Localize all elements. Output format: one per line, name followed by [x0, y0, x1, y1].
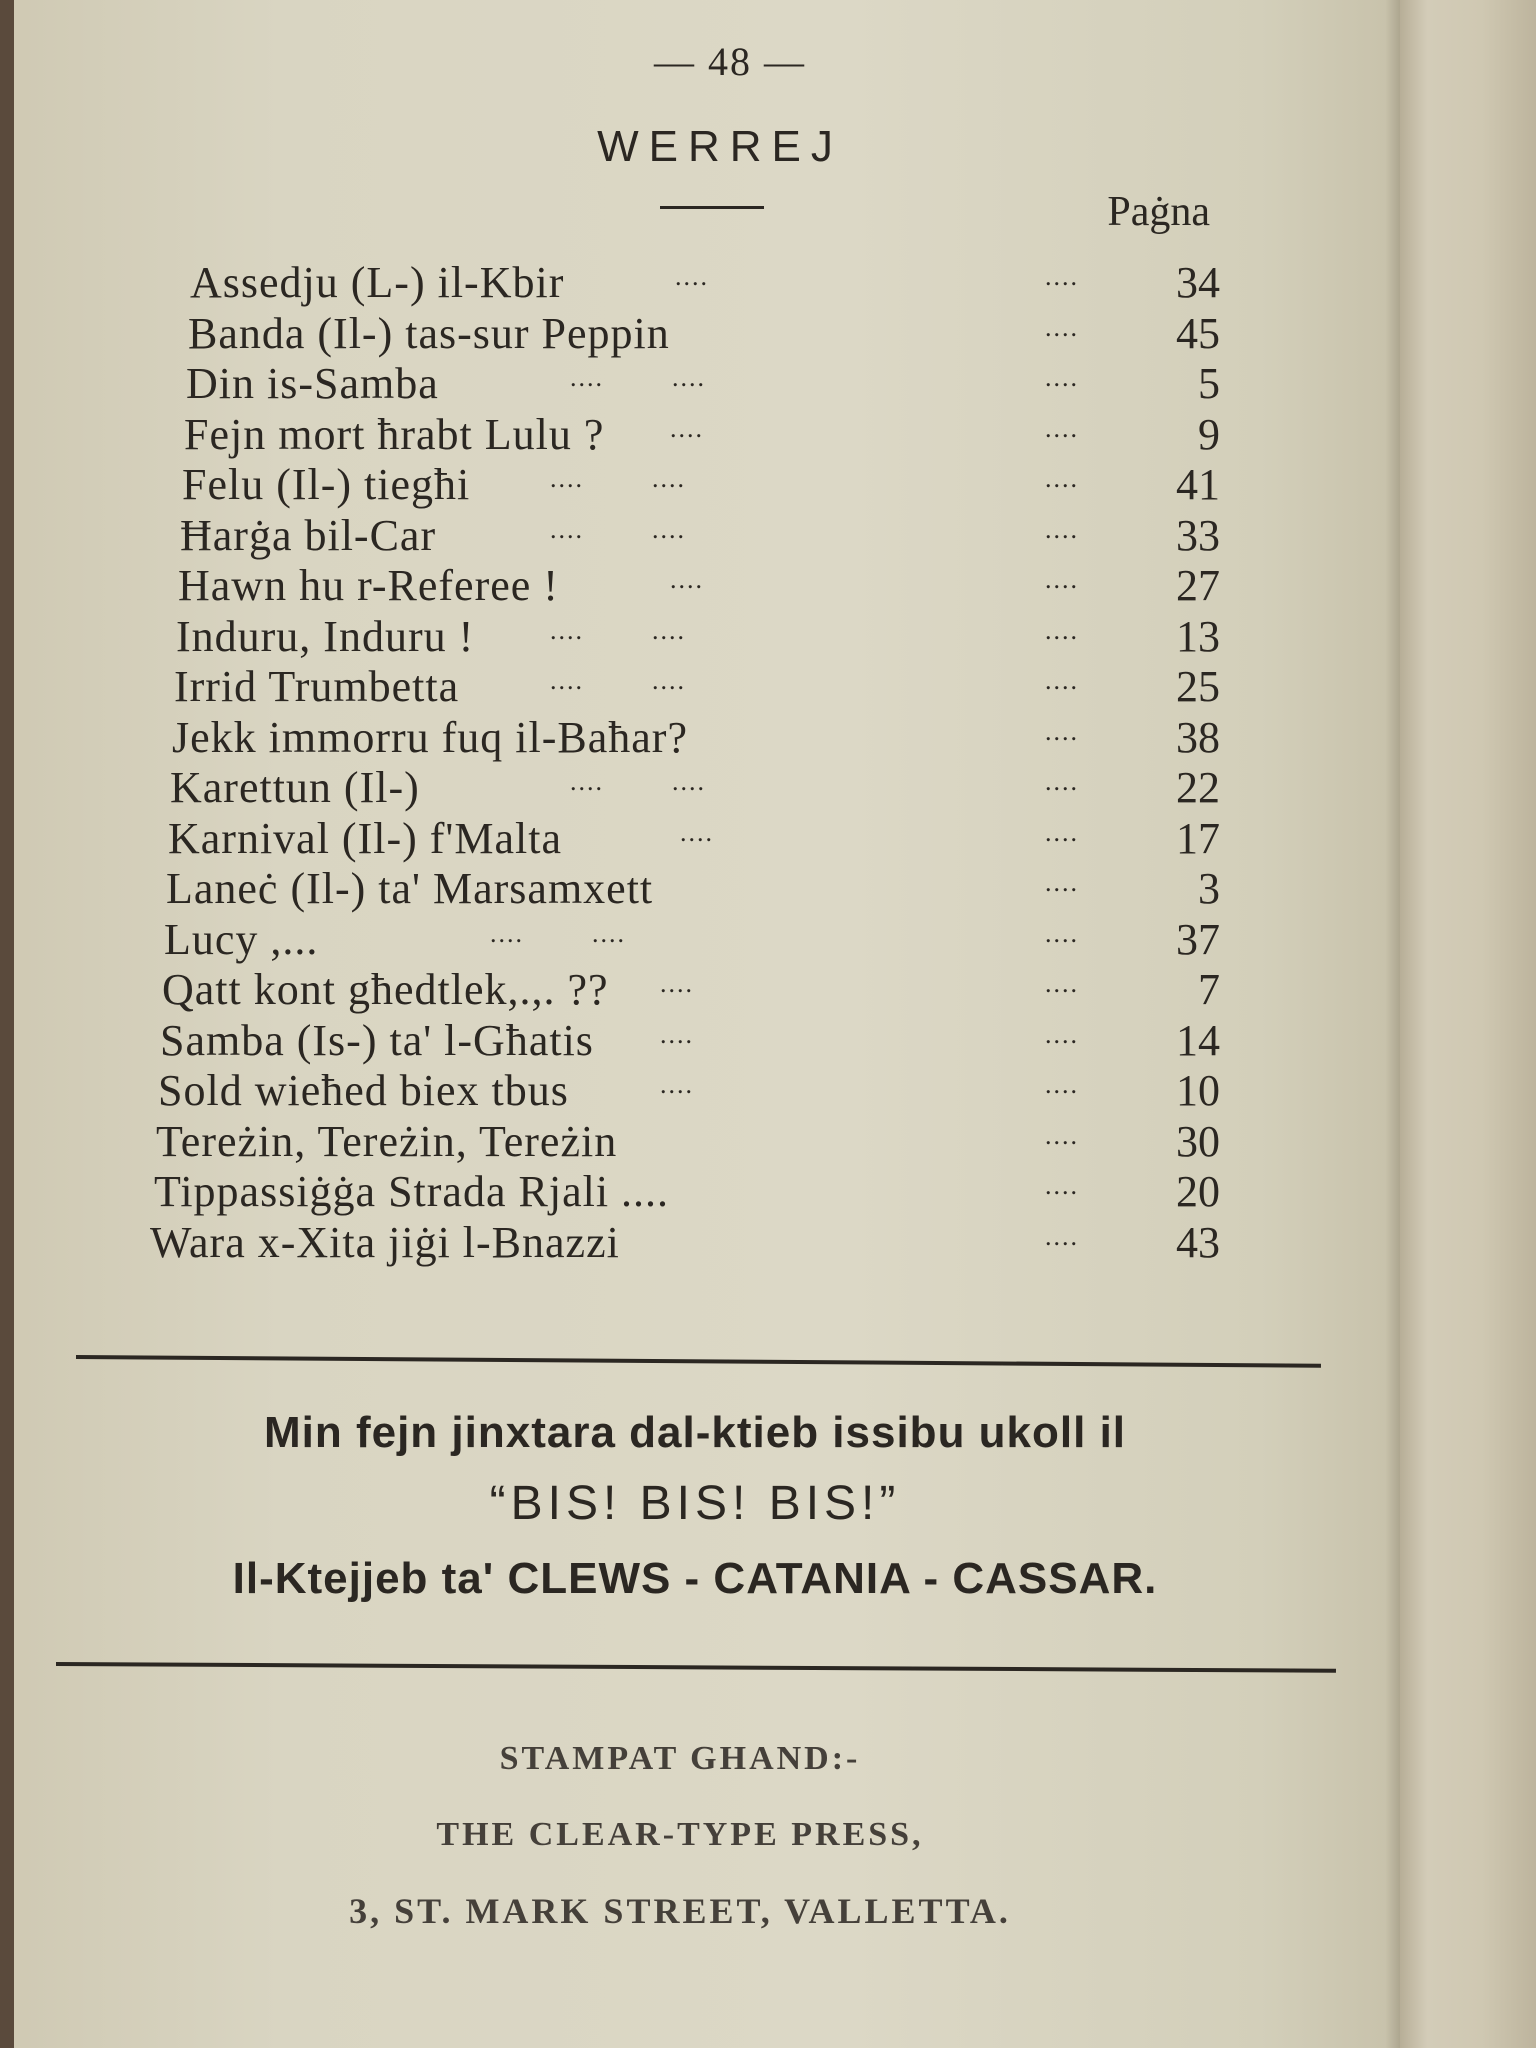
- toc-entry-title: Felu (Il-) tiegħi: [182, 460, 471, 509]
- toc-leader-dots: ....: [670, 413, 704, 443]
- toc-page-number: 27: [1176, 561, 1220, 610]
- toc-page-number: 22: [1176, 763, 1220, 812]
- toc-page-number: 41: [1176, 460, 1220, 509]
- toc-entry-title: Din is-Samba: [186, 359, 439, 408]
- toc-entry-title: Fejn mort ħrabt Lulu ?: [184, 409, 605, 459]
- toc-leader-dots: .... ....: [570, 363, 706, 392]
- toc-page-number: 25: [1176, 662, 1220, 711]
- toc-leader-dots: ....: [660, 969, 694, 998]
- book-spine: [0, 0, 14, 2048]
- toc-page-number: 3: [1198, 864, 1220, 913]
- printer-address: 3, ST. MARK STREET, VALLETTA.: [349, 1891, 1011, 1931]
- toc-row: [150, 561, 1220, 612]
- toc-page-leader-dots: ....: [1045, 565, 1079, 594]
- toc-page-number: 20: [1176, 1167, 1220, 1216]
- toc-page-leader-dots: ....: [1045, 767, 1079, 796]
- toc-page-number: 33: [1176, 510, 1220, 560]
- table-of-contents: [150, 258, 1220, 1268]
- toc-page-number: 37: [1176, 914, 1220, 964]
- toc-entry-title: Induru, Induru !: [176, 611, 475, 661]
- toc-page-leader-dots: ....: [1045, 666, 1079, 695]
- page-column-heading: Paġna: [1107, 189, 1210, 235]
- toc-page-number: 38: [1176, 712, 1220, 762]
- toc-page-leader-dots: ....: [1045, 363, 1079, 392]
- toc-entry-title: Assedju (L-) il-Kbir: [190, 258, 565, 307]
- toc-row: [150, 1167, 1220, 1218]
- toc-entry-title: Jekk immorru fuq il-Baħar?: [172, 712, 688, 762]
- toc-page-leader-dots: ....: [1045, 1120, 1079, 1150]
- toc-entry-title: Ħarġa bil-Car: [180, 510, 437, 560]
- divider-rule: [76, 1355, 1321, 1368]
- toc-page-leader-dots: ....: [1045, 1221, 1079, 1251]
- toc-leader-dots: .... ....: [550, 464, 686, 493]
- toc-entry-title: Tippassiġġa Strada Rjali ....: [154, 1167, 670, 1216]
- page-number: — 48 —: [654, 39, 806, 84]
- toc-page-leader-dots: ....: [1045, 312, 1079, 342]
- toc-page-leader-dots: ....: [1045, 262, 1079, 291]
- toc-entry-title: Hawn hu r-Referee !: [178, 561, 559, 610]
- divider-rule: [56, 1662, 1336, 1673]
- toc-leader-dots: .... ....: [570, 767, 706, 796]
- toc-row: [150, 1066, 1220, 1117]
- toc-page-number: 43: [1176, 1217, 1220, 1267]
- toc-row: [150, 1218, 1220, 1269]
- toc-row: [150, 713, 1220, 764]
- toc-row: [150, 763, 1220, 814]
- toc-entry-title: Irrid Trumbetta: [174, 662, 460, 711]
- toc-row: [150, 511, 1220, 562]
- toc-row: [150, 258, 1220, 309]
- toc-page-number: 13: [1176, 611, 1220, 661]
- toc-page-leader-dots: ....: [1045, 918, 1079, 948]
- toc-row: [150, 864, 1220, 915]
- toc-page-number: 34: [1176, 258, 1220, 307]
- toc-entry-title: Karnival (Il-) f'Malta: [168, 813, 562, 863]
- toc-entry-title: Qatt kont għedtlek,.,. ??: [162, 965, 609, 1014]
- advert-line: Min fejn jinxtara dal-ktieb issibu ukoll il: [263, 1408, 1127, 1457]
- toc-leader-dots: .... ....: [550, 615, 686, 645]
- toc-entry-title: Laneċ (Il-) ta' Marsamxett: [166, 864, 654, 913]
- toc-row: [150, 309, 1220, 360]
- toc-page-number: 14: [1176, 1015, 1220, 1065]
- toc-row: [150, 1117, 1220, 1168]
- toc-entry-title: Karettun (Il-): [170, 763, 420, 812]
- toc-page-number: 30: [1176, 1116, 1220, 1166]
- toc-leader-dots: ....: [680, 817, 714, 847]
- toc-entry-title: Wara x-Xita jiġi l-Bnazzi: [150, 1217, 620, 1267]
- printer-name: THE CLEAR-TYPE PRESS,: [436, 1816, 924, 1853]
- toc-leader-dots: .... ....: [550, 666, 686, 695]
- toc-page-number: 7: [1198, 965, 1220, 1014]
- toc-row: [150, 1016, 1220, 1067]
- toc-leader-dots: ....: [660, 1019, 694, 1049]
- toc-row: [150, 359, 1220, 410]
- toc-page-leader-dots: ....: [1045, 413, 1079, 443]
- toc-page-leader-dots: ....: [1045, 1019, 1079, 1049]
- toc-entry-title: Banda (Il-) tas-sur Peppin: [188, 308, 670, 358]
- advert-title: “BIS! BIS! BIS!”: [489, 1477, 901, 1530]
- toc-page-leader-dots: ....: [1045, 1171, 1079, 1200]
- toc-row: [150, 460, 1220, 511]
- toc-page-number: 10: [1176, 1066, 1220, 1115]
- toc-row: [150, 965, 1220, 1016]
- page-title: WERREJ: [597, 122, 843, 171]
- toc-page-leader-dots: ....: [1045, 969, 1079, 998]
- toc-page-number: 45: [1176, 308, 1220, 358]
- toc-page-leader-dots: ....: [1045, 464, 1079, 493]
- title-rule: [660, 206, 764, 209]
- toc-row: [150, 410, 1220, 461]
- toc-row: [150, 814, 1220, 865]
- toc-row: [150, 662, 1220, 713]
- toc-leader-dots: ....: [675, 262, 709, 291]
- toc-row: [150, 915, 1220, 966]
- toc-page-leader-dots: ....: [1045, 1070, 1079, 1099]
- toc-page-number: 17: [1176, 813, 1220, 863]
- toc-entry-title: Sold wieħed biex tbus: [158, 1066, 569, 1115]
- toc-page-number: 5: [1198, 359, 1220, 408]
- toc-row: [150, 612, 1220, 663]
- advert-line: Il-Ktejjeb ta' CLEWS - CATANIA - CASSAR.: [232, 1554, 1158, 1603]
- printer-credit: STAMPAT GHAND:-: [499, 1740, 861, 1777]
- toc-page-leader-dots: ....: [1045, 716, 1079, 746]
- adjacent-page-edge: [1400, 0, 1536, 2048]
- toc-page-leader-dots: ....: [1045, 817, 1079, 847]
- toc-leader-dots: .... ....: [490, 918, 626, 948]
- toc-page-leader-dots: ....: [1045, 615, 1079, 645]
- toc-entry-title: Samba (Is-) ta' l-Għatis: [160, 1015, 594, 1065]
- toc-page-number: 9: [1198, 409, 1220, 459]
- toc-page-leader-dots: ....: [1045, 868, 1079, 897]
- toc-page-leader-dots: ....: [1045, 514, 1079, 544]
- toc-leader-dots: ....: [670, 565, 704, 594]
- toc-leader-dots: ....: [660, 1070, 694, 1099]
- toc-entry-title: Lucy ,...: [164, 914, 319, 964]
- toc-entry-title: Tereżin, Tereżin, Tereżin: [156, 1116, 618, 1166]
- toc-leader-dots: .... ....: [550, 514, 686, 544]
